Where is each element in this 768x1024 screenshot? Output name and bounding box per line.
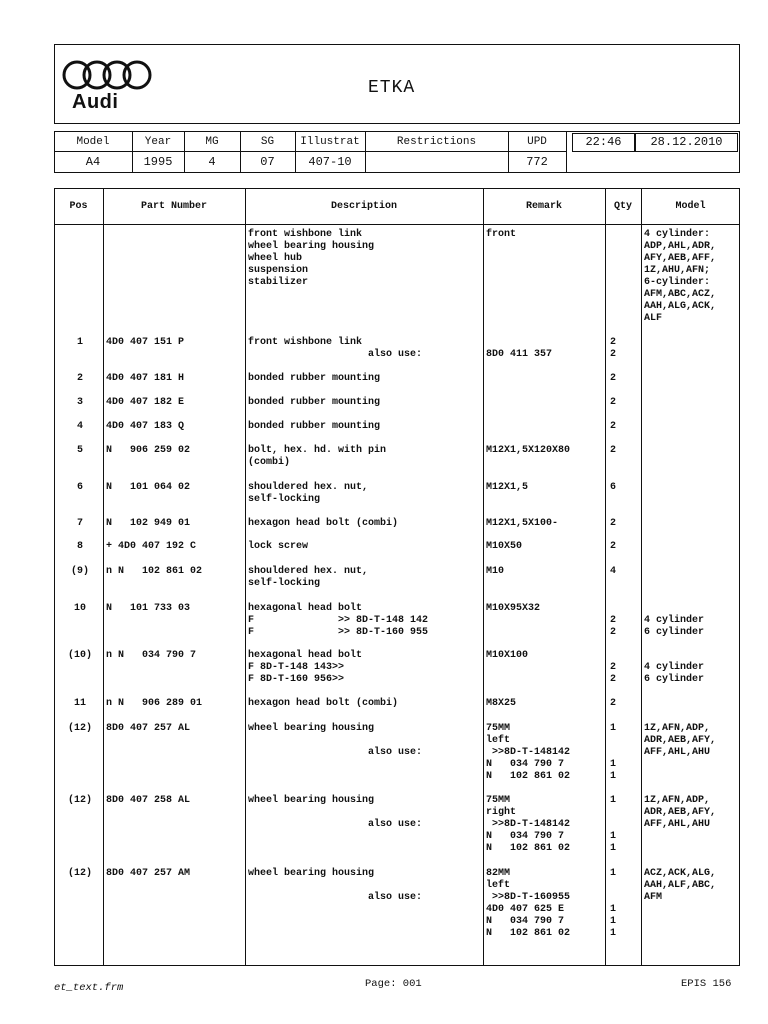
value-mg: 4	[208, 155, 216, 169]
row-pos: 8	[76, 541, 83, 552]
row-qty: 2	[610, 615, 617, 626]
intro-model: ALF	[644, 313, 663, 324]
row-description: bonded rubber mounting	[248, 373, 381, 384]
row-remark: M12X1,5X100-	[486, 518, 559, 529]
row-part-number: N 101 733 03	[106, 603, 191, 614]
row-part-number: 4D0 407 183 Q	[106, 421, 185, 432]
label-mg: MG	[205, 136, 219, 148]
row-qty: 2	[610, 349, 617, 360]
col-header-description: Description	[330, 201, 397, 212]
row-remark: 75MM	[486, 723, 511, 734]
row-qty: 1	[610, 759, 617, 770]
row-description: (combi)	[248, 457, 291, 468]
label-year: Year	[144, 136, 172, 148]
row-remark: 8D0 411 357	[486, 349, 553, 360]
row-remark: M10X95X32	[486, 603, 541, 614]
row-qty: 2	[610, 373, 617, 384]
row-qty: 2	[610, 627, 617, 638]
row-remark: N 034 790 7	[486, 759, 565, 770]
col-header-pos: Pos	[69, 201, 88, 212]
row-qty: 2	[610, 337, 617, 348]
row-description: also use:	[248, 349, 423, 360]
row-qty: 6	[610, 482, 617, 493]
row-part-number: N 906 259 02	[106, 445, 191, 456]
row-qty: 2	[610, 445, 617, 456]
intro-model: 4 cylinder:	[644, 229, 711, 240]
row-remark: M12X1,5X120X80	[486, 445, 571, 456]
row-remark: >>8D-T-148142	[486, 747, 571, 758]
row-remark: >>8D-T-148142	[486, 819, 571, 830]
row-pos: (12)	[67, 868, 92, 879]
row-description: shouldered hex. nut,	[248, 482, 369, 493]
row-part-number: 8D0 407 257 AM	[106, 868, 191, 879]
row-part-number: N 101 064 02	[106, 482, 191, 493]
row-qty: 2	[610, 397, 617, 408]
row-pos: (9)	[70, 566, 89, 577]
row-model: 6 cylinder	[644, 674, 705, 685]
row-pos: 2	[76, 373, 83, 384]
row-part-number: 8D0 407 258 AL	[106, 795, 191, 806]
row-description: F >> 8D-T-160 955	[248, 627, 429, 638]
row-remark: left	[486, 880, 511, 891]
row-remark: >>8D-T-160955	[486, 892, 571, 903]
label-model: Model	[76, 136, 110, 148]
row-remark: M10	[486, 566, 505, 577]
intro-model: 1Z,AHU,AFN;	[644, 265, 711, 276]
row-model: 6 cylinder	[644, 627, 705, 638]
intro-model: 6-cylinder:	[644, 277, 711, 288]
col-header-part-number: Part Number	[140, 201, 207, 212]
intro-description: stabilizer	[248, 277, 309, 288]
brand-name: Audi	[72, 91, 119, 113]
footer-epis: EPIS 156	[681, 978, 732, 990]
row-description: wheel bearing housing	[248, 795, 375, 806]
row-model: 1Z,AFN,ADP,	[644, 795, 711, 806]
row-model: ACZ,ACK,ALG,	[644, 868, 717, 879]
row-model: ADR,AEB,AFY,	[644, 735, 717, 746]
intro-remark: front	[486, 229, 517, 240]
intro-model: AFM,ABC,ACZ,	[644, 289, 717, 300]
row-pos: 5	[76, 445, 83, 456]
row-description: wheel bearing housing	[248, 868, 375, 879]
row-qty: 1	[610, 771, 617, 782]
date-value: 28.12.2010	[650, 135, 723, 149]
row-part-number: 8D0 407 257 AL	[106, 723, 191, 734]
row-remark: right	[486, 807, 517, 818]
row-part-number: n N 102 861 02	[106, 566, 203, 577]
row-model: 4 cylinder	[644, 615, 705, 626]
row-model: AFF,AHL,AHU	[644, 819, 711, 830]
intro-description: front wishbone link	[248, 229, 363, 240]
row-remark: N 102 861 02	[486, 771, 571, 782]
row-qty: 4	[610, 566, 617, 577]
row-remark: left	[486, 735, 511, 746]
value-upd: 772	[526, 155, 548, 169]
row-pos: 7	[76, 518, 83, 529]
row-description: hexagon head bolt (combi)	[248, 698, 399, 709]
label-illustrat: Illustrat	[300, 136, 360, 148]
row-pos: (10)	[67, 650, 92, 661]
label-sg: SG	[260, 136, 275, 148]
row-pos: 1	[76, 337, 83, 348]
row-part-number: N 102 949 01	[106, 518, 191, 529]
col-header-model: Model	[675, 201, 706, 212]
row-model: 4 cylinder	[644, 662, 705, 673]
row-description: also use:	[248, 747, 423, 758]
row-description: wheel bearing housing	[248, 723, 375, 734]
row-description: hexagonal head bolt	[248, 603, 363, 614]
row-description: lock screw	[248, 541, 309, 552]
row-qty: 2	[610, 421, 617, 432]
row-pos: 10	[73, 603, 86, 614]
row-description: also use:	[248, 892, 423, 903]
row-qty: 2	[610, 662, 617, 673]
row-model: AFF,AHL,AHU	[644, 747, 711, 758]
row-remark: 82MM	[486, 868, 511, 879]
row-qty: 2	[610, 698, 617, 709]
row-description: also use:	[248, 819, 423, 830]
row-remark: M8X25	[486, 698, 517, 709]
label-restrictions: Restrictions	[396, 136, 477, 148]
row-remark: M10X100	[486, 650, 529, 661]
row-pos: (12)	[67, 795, 92, 806]
label-upd: UPD	[527, 136, 547, 148]
row-model: AAH,ALF,ABC,	[644, 880, 717, 891]
row-remark: M10X50	[486, 541, 523, 552]
row-description: bonded rubber mounting	[248, 421, 381, 432]
row-model: 1Z,AFN,ADP,	[644, 723, 711, 734]
row-part-number: n N 034 790 7	[106, 650, 197, 661]
row-pos: 3	[76, 397, 83, 408]
row-pos: 4	[76, 421, 83, 432]
intro-model: ADP,AHL,ADR,	[644, 241, 717, 252]
time-value: 22:46	[585, 135, 622, 149]
intro-model: AFY,AEB,AFF,	[644, 253, 717, 264]
row-qty: 1	[610, 723, 617, 734]
row-description: shouldered hex. nut,	[248, 566, 369, 577]
row-description: bolt, hex. hd. with pin	[248, 445, 387, 456]
row-description: self-locking	[248, 494, 321, 505]
audi-logo	[60, 58, 156, 118]
row-pos: 6	[76, 482, 83, 493]
row-pos: (12)	[67, 723, 92, 734]
value-sg: 07	[260, 155, 275, 169]
row-part-number: n N 906 289 01	[106, 698, 203, 709]
row-part-number: 4D0 407 182 E	[106, 397, 185, 408]
row-model: ADR,AEB,AFY,	[644, 807, 717, 818]
row-qty: 1	[610, 795, 617, 806]
intro-description: wheel hub	[248, 253, 303, 264]
row-remark: N 034 790 7	[486, 916, 565, 927]
footer-filename: et_text.frm	[54, 982, 124, 994]
row-description: self-locking	[248, 578, 321, 589]
row-description: F >> 8D-T-148 142	[248, 615, 429, 626]
row-qty: 1	[610, 916, 617, 927]
row-qty: 1	[610, 928, 617, 939]
row-remark: N 034 790 7	[486, 831, 565, 842]
row-part-number: + 4D0 407 192 C	[106, 541, 197, 552]
value-year: 1995	[143, 155, 173, 169]
row-qty: 1	[610, 831, 617, 842]
intro-model: AAH,ALG,ACK,	[644, 301, 717, 312]
row-remark: M12X1,5	[486, 482, 529, 493]
col-header-remark: Remark	[525, 201, 562, 212]
value-illustrat: 407-10	[308, 155, 352, 169]
row-qty: 2	[610, 674, 617, 685]
row-pos: 11	[73, 698, 86, 709]
row-description: front wishbone link	[248, 337, 363, 348]
row-description: F 8D-T-148 143>>	[248, 662, 345, 673]
row-qty: 1	[610, 904, 617, 915]
intro-description: suspension	[248, 265, 309, 276]
row-part-number: 4D0 407 181 H	[106, 373, 185, 384]
row-qty: 2	[610, 518, 617, 529]
row-part-number: 4D0 407 151 P	[106, 337, 185, 348]
page-title: ETKA	[368, 78, 416, 98]
footer-page: Page: 001	[365, 978, 422, 990]
row-qty: 1	[610, 868, 617, 879]
row-description: hexagon head bolt (combi)	[248, 518, 399, 529]
row-remark: N 102 861 02	[486, 843, 571, 854]
row-remark: 4D0 407 625 E	[486, 904, 565, 915]
row-qty: 1	[610, 843, 617, 854]
row-remark: 75MM	[486, 795, 511, 806]
row-description: hexagonal head bolt	[248, 650, 363, 661]
row-model: AFM	[644, 892, 663, 903]
row-description: F 8D-T-160 956>>	[248, 674, 345, 685]
row-description: bonded rubber mounting	[248, 397, 381, 408]
row-remark: N 102 861 02	[486, 928, 571, 939]
col-header-qty: Qty	[613, 201, 632, 212]
value-model: A4	[85, 155, 101, 169]
row-qty: 2	[610, 541, 617, 552]
intro-description: wheel bearing housing	[248, 241, 375, 252]
